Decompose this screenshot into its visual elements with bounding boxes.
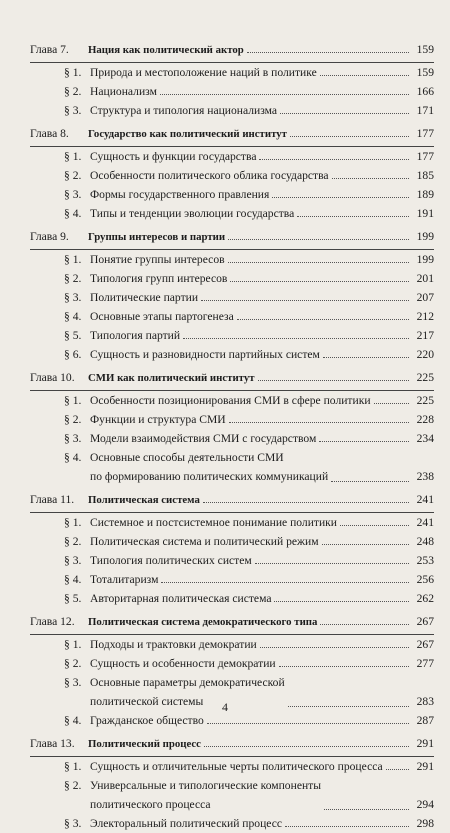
- section-number: § 1.: [64, 394, 82, 407]
- section-entry: [30, 166, 434, 185]
- dot-leader: [229, 422, 409, 423]
- section-page-number: 207: [416, 291, 434, 304]
- section-page-number: 189: [416, 188, 434, 201]
- section-number: § 4.: [64, 573, 82, 586]
- section-page-number: 238: [416, 470, 434, 483]
- dot-leader: [319, 441, 409, 442]
- section-entry: [30, 589, 434, 608]
- section-entry: [30, 410, 434, 429]
- dot-leader: [160, 94, 409, 95]
- section-page-number: 241: [416, 516, 434, 529]
- dot-leader: [183, 338, 409, 339]
- section-title: Типология партий: [90, 329, 181, 342]
- section-entry: [30, 391, 434, 410]
- dot-leader: [320, 75, 409, 76]
- dot-leader: [255, 563, 409, 564]
- section-entry: [30, 448, 434, 486]
- chapter-page-number: 267: [416, 615, 434, 628]
- dot-leader: [228, 262, 409, 263]
- dot-leader: [258, 380, 409, 381]
- section-number: § 3.: [64, 676, 82, 689]
- dot-leader: [259, 159, 409, 160]
- chapter-heading: [30, 612, 434, 632]
- section-page-number: 177: [416, 150, 434, 163]
- dot-leader: [228, 239, 409, 240]
- dot-leader: [201, 300, 409, 301]
- section-number: § 1.: [64, 66, 82, 79]
- section-entry: [30, 776, 434, 814]
- chapter-heading: [30, 734, 434, 754]
- chapter-title: Государство как политический институт: [88, 128, 287, 140]
- chapter-title: Группы интересов и партии: [88, 231, 226, 243]
- section-number: § 2.: [64, 535, 82, 548]
- dot-leader: [203, 502, 409, 503]
- section-page-number: 262: [416, 592, 434, 605]
- dot-leader: [204, 746, 409, 747]
- dot-leader: [340, 525, 409, 526]
- section-title: Особенности политического облика государства: [90, 169, 329, 182]
- chapter-page-number: 177: [416, 127, 434, 140]
- section-number: § 2.: [64, 779, 82, 792]
- section-page-number: 291: [416, 760, 434, 773]
- chapter-heading: [30, 40, 434, 60]
- section-page-number: 277: [416, 657, 434, 670]
- chapter-title: Политический процесс: [88, 738, 201, 750]
- dot-leader: [323, 357, 409, 358]
- section-page-number: 220: [416, 348, 434, 361]
- section-entry: [30, 570, 434, 589]
- section-title: Системное и постсистемное понимание политики: [90, 516, 338, 529]
- section-number: § 3.: [64, 432, 82, 445]
- section-title: Электоральный политический процесс: [90, 817, 283, 830]
- section-number: § 3.: [64, 104, 82, 117]
- chapter-heading: [30, 124, 434, 144]
- section-entry: [30, 63, 434, 82]
- section-entry: [30, 757, 434, 776]
- dot-leader: [274, 601, 409, 602]
- section-entry: [30, 532, 434, 551]
- section-number: § 2.: [64, 413, 82, 426]
- section-page-number: 253: [416, 554, 434, 567]
- section-title: Типология политических систем: [90, 554, 252, 567]
- section-entry: [30, 101, 434, 120]
- section-entry: [30, 307, 434, 326]
- dot-leader: [386, 769, 409, 770]
- chapter-heading: [30, 227, 434, 247]
- dot-leader: [320, 624, 409, 625]
- section-title: Типология групп интересов: [90, 272, 228, 285]
- dot-leader: [331, 481, 409, 482]
- dot-leader: [280, 113, 409, 114]
- chapter-heading: [30, 368, 434, 388]
- section-page-number: 171: [416, 104, 434, 117]
- section-page-number: 166: [416, 85, 434, 98]
- section-number: § 3.: [64, 817, 82, 830]
- dot-leader: [285, 826, 409, 827]
- section-title-line: Основные способы деятельности СМИ: [90, 451, 284, 464]
- section-title-line: Основные параметры демократической: [90, 676, 285, 689]
- chapter-page-number: 225: [416, 371, 434, 384]
- section-title: Национализм: [90, 85, 157, 98]
- chapter-page-number: 241: [416, 493, 434, 506]
- section-page-number: 159: [416, 66, 434, 79]
- section-number: § 4.: [64, 714, 82, 727]
- chapter-page-number: 199: [416, 230, 434, 243]
- section-number: § 4.: [64, 207, 82, 220]
- chapter-label: Глава 10.: [30, 371, 75, 384]
- chapter-title: СМИ как политический институт: [88, 372, 255, 384]
- section-title: Сущность и функции государства: [90, 150, 257, 163]
- section-number: § 3.: [64, 291, 82, 304]
- section-page-number: 283: [416, 695, 434, 708]
- section-entry: [30, 551, 434, 570]
- dot-leader: [237, 319, 409, 320]
- section-title: Структура и типология национализма: [90, 104, 278, 117]
- section-number: § 2.: [64, 85, 82, 98]
- section-entry: [30, 326, 434, 345]
- dot-leader: [247, 52, 409, 53]
- dot-leader: [260, 647, 409, 648]
- section-title: Типы и тенденции эволюции государства: [90, 207, 295, 220]
- section-title: Гражданское общество: [90, 714, 204, 727]
- section-number: § 5.: [64, 592, 82, 605]
- chapter-label: Глава 7.: [30, 43, 69, 56]
- section-page-number: 267: [416, 638, 434, 651]
- chapter-label: Глава 12.: [30, 615, 75, 628]
- chapter-title: Политическая система: [88, 494, 200, 506]
- section-number: § 2.: [64, 272, 82, 285]
- section-title: Тоталитаризм: [90, 573, 159, 586]
- section-page-number: 201: [416, 272, 434, 285]
- section-number: § 1.: [64, 150, 82, 163]
- section-title: Подходы и трактовки демократии: [90, 638, 257, 651]
- chapter-title: Политическая система демократического типа: [88, 616, 318, 628]
- chapter-label: Глава 8.: [30, 127, 69, 140]
- section-entry: [30, 513, 434, 532]
- section-number: § 1.: [64, 638, 82, 651]
- section-page-number: 185: [416, 169, 434, 182]
- section-title-line: политического процесса: [90, 798, 211, 811]
- section-title: Понятие группы интересов: [90, 253, 225, 266]
- section-entry: [30, 654, 434, 673]
- section-entry: [30, 429, 434, 448]
- dot-leader: [374, 403, 409, 404]
- section-title: Основные этапы партогенеза: [90, 310, 234, 323]
- dot-leader: [207, 723, 409, 724]
- section-title: Особенности позиционирования СМИ в сфере политики: [90, 394, 371, 407]
- section-entry: [30, 147, 434, 166]
- section-title: Сущность и особенности демократии: [90, 657, 276, 670]
- section-number: § 1.: [64, 253, 82, 266]
- section-page-number: 298: [416, 817, 434, 830]
- section-number: § 2.: [64, 169, 82, 182]
- chapter-heading: [30, 490, 434, 510]
- section-title: Политические партии: [90, 291, 199, 304]
- section-title: Политическая система и политический режим: [90, 535, 319, 548]
- section-title: [90, 448, 328, 486]
- section-title: Сущность и отличительные черты политического процесса: [90, 760, 383, 773]
- section-page-number: 294: [416, 798, 434, 811]
- dot-leader: [324, 809, 409, 810]
- page-number: 4: [222, 700, 228, 714]
- section-title: Сущность и разновидности партийных систем: [90, 348, 320, 361]
- section-number: § 3.: [64, 554, 82, 567]
- section-page-number: 256: [416, 573, 434, 586]
- dot-leader: [290, 136, 409, 137]
- section-entry: [30, 185, 434, 204]
- section-number: § 6.: [64, 348, 82, 361]
- chapter-page-number: 159: [416, 43, 434, 56]
- section-title-line: по формированию политических коммуникаций: [90, 470, 329, 483]
- section-entry: [30, 269, 434, 288]
- section-entry: [30, 635, 434, 654]
- dot-leader: [322, 544, 409, 545]
- chapter-title: Нация как политический актор: [88, 44, 244, 56]
- section-title: Функции и структура СМИ: [90, 413, 226, 426]
- section-number: § 5.: [64, 329, 82, 342]
- section-entry: [30, 250, 434, 269]
- chapter-page-number: 291: [416, 737, 434, 750]
- section-title-line: Универсальные и типологические компоненты: [90, 779, 322, 792]
- section-title: [90, 776, 321, 814]
- section-entry: [30, 345, 434, 364]
- section-page-number: 225: [416, 394, 434, 407]
- section-page-number: 248: [416, 535, 434, 548]
- dot-leader: [297, 216, 409, 217]
- section-title: Авторитарная политическая система: [90, 592, 272, 605]
- section-number: § 3.: [64, 188, 82, 201]
- section-page-number: 199: [416, 253, 434, 266]
- section-page-number: 212: [416, 310, 434, 323]
- chapter-label: Глава 11.: [30, 493, 75, 506]
- section-entry: [30, 204, 434, 223]
- section-number: § 1.: [64, 760, 82, 773]
- section-page-number: 287: [416, 714, 434, 727]
- section-entry: [30, 288, 434, 307]
- section-entry: [30, 814, 434, 833]
- section-page-number: 234: [416, 432, 434, 445]
- section-title-line: политической системы: [90, 695, 204, 708]
- section-number: § 4.: [64, 310, 82, 323]
- section-title: Природа и местоположение наций в политике: [90, 66, 317, 79]
- section-number: § 4.: [64, 451, 82, 464]
- dot-leader: [332, 178, 409, 179]
- section-page-number: 217: [416, 329, 434, 342]
- section-page-number: 228: [416, 413, 434, 426]
- dot-leader: [279, 666, 409, 667]
- dot-leader: [272, 197, 409, 198]
- chapter-label: Глава 9.: [30, 230, 69, 243]
- section-entry: [30, 82, 434, 101]
- section-number: § 1.: [64, 516, 82, 529]
- dot-leader: [230, 281, 409, 282]
- section-number: § 2.: [64, 657, 82, 670]
- section-title: Модели взаимодействия СМИ с государством: [90, 432, 317, 445]
- dot-leader: [161, 582, 409, 583]
- section-page-number: 191: [416, 207, 434, 220]
- section-title: Формы государственного правления: [90, 188, 270, 201]
- chapter-label: Глава 13.: [30, 737, 75, 750]
